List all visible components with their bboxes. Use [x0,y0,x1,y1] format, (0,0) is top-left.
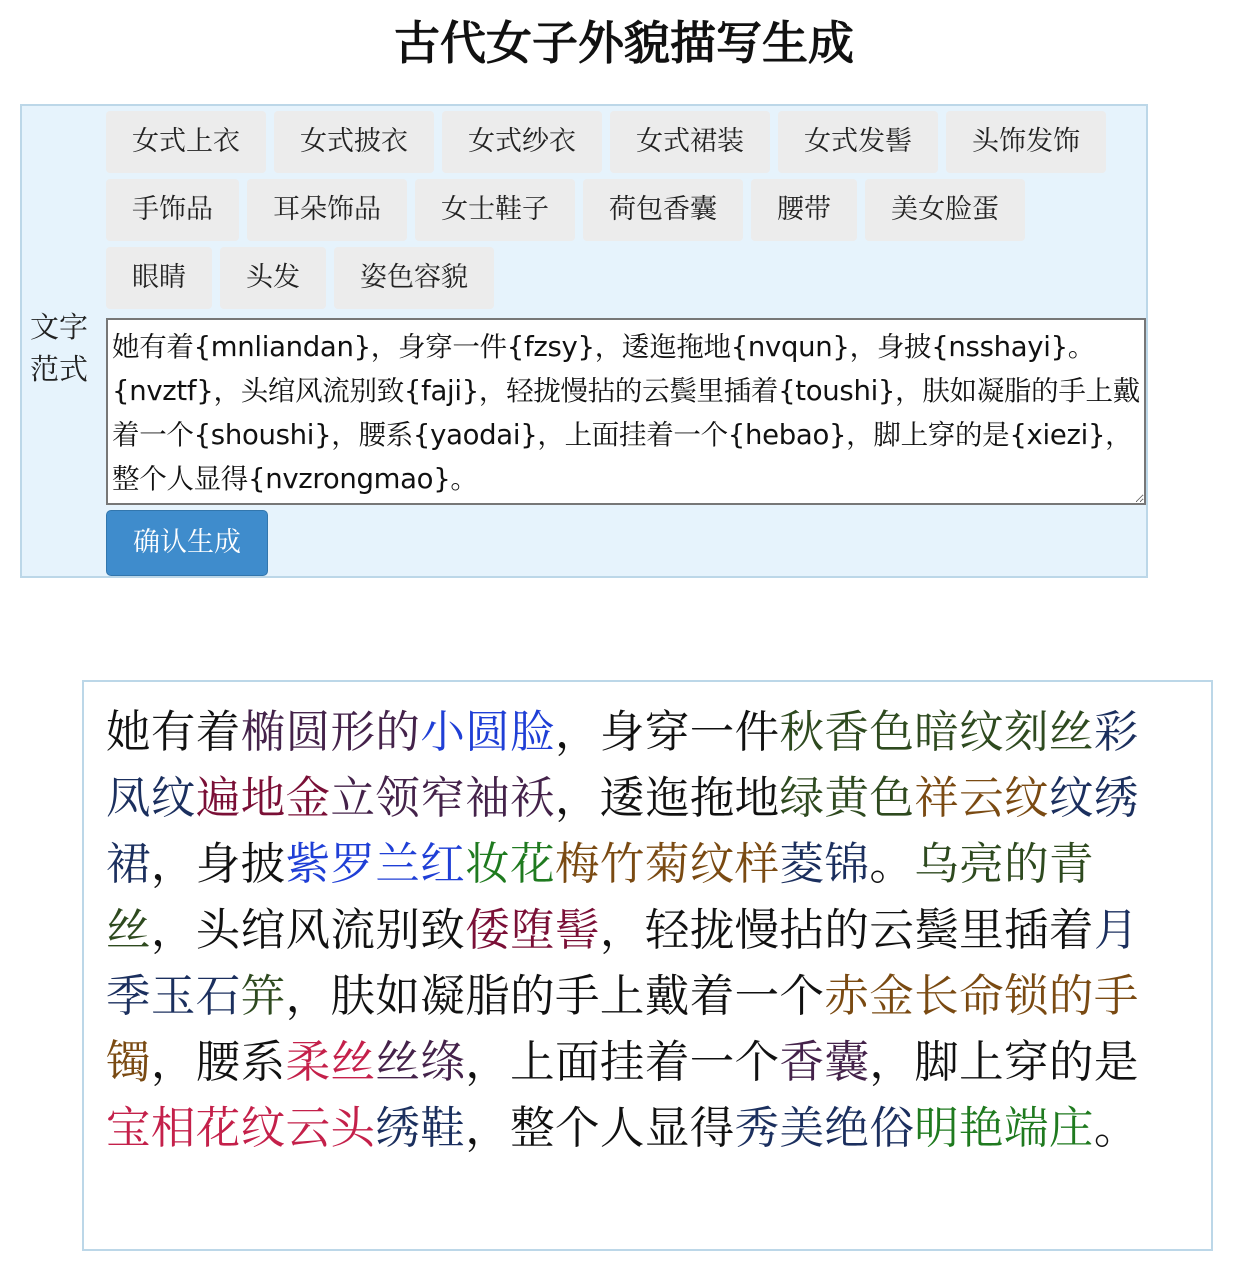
output-segment: ，轻拢慢拈的云鬓里插着 [599,905,1094,956]
output-segment: ，逶迤拖地 [555,773,780,824]
output-segment: 赤金长命锁的手镯 [106,971,1139,1088]
output-segment: 。 [1093,1103,1139,1154]
output-segment: 祥云纹 [914,773,1049,824]
button-row-1 [106,111,1106,173]
output-segment: ，头绾风流别致 [150,905,466,956]
output-segment: ，肤如凝脂的手上戴着一个 [285,971,825,1022]
output-segment: 绣鞋 [375,1103,466,1154]
output-segment: 立领窄袖袄 [330,773,556,824]
output-segment: 秋香色暗纹刻丝 [779,707,1094,758]
generated-description [106,700,1166,1162]
output-segment: 妆花 [465,839,556,890]
output-segment: 柔丝 [285,1037,376,1088]
output-segment: 香囊 [779,1037,870,1088]
input-panel [20,104,1148,578]
btn-toushi-fashi[interactable]: 头饰发饰 [946,111,1106,173]
btn-nvshi-xiezi[interactable]: 女士鞋子 [415,179,575,241]
output-segment: ，整个人显得 [465,1103,735,1154]
output-segment: ，身披 [150,839,286,890]
output-segment: 。 [869,839,915,890]
output-segment: ，脚上穿的是 [869,1037,1139,1088]
output-segment: 纹绣裙 [106,773,1139,890]
btn-yanjing[interactable]: 眼睛 [106,247,212,309]
btn-yaodai[interactable]: 腰带 [751,179,857,241]
output-segment: 梅竹菊纹样 [555,839,780,890]
page-title: 古代女子外貌描写生成 [394,16,854,70]
output-segment: 遍地金 [195,773,331,824]
btn-nvshi-faji[interactable]: 女式发髻 [778,111,938,173]
btn-erduo-shipin[interactable]: 耳朵饰品 [247,179,407,241]
output-segment: 乌亮的青丝 [106,839,1094,956]
button-row-3 [106,247,494,309]
btn-nvshi-shayi[interactable]: 女式纱衣 [442,111,602,173]
output-segment: ，上面挂着一个 [465,1037,780,1088]
output-segment: 明艳端庄 [914,1103,1094,1154]
output-segment: 绿黄色 [779,773,915,824]
output-segment: ，腰系 [150,1037,286,1088]
side-label: 文字范式 [29,310,88,386]
output-segment: 椭圆形的 [240,707,421,758]
output-panel [82,680,1213,1251]
btn-nvshi-piyi[interactable]: 女式披衣 [274,111,434,173]
btn-shoushipin[interactable]: 手饰品 [106,179,239,241]
btn-nvshi-qunzhuang[interactable]: 女式裙装 [610,111,770,173]
template-textarea[interactable] [106,318,1146,505]
output-segment: 彩凤纹 [106,707,1139,824]
output-segment: 她有着 [106,707,241,758]
button-row-2 [106,179,1025,241]
btn-meinv-liandan[interactable]: 美女脸蛋 [865,179,1025,241]
output-segment: 丝绦 [375,1037,466,1088]
btn-zise-rongmao[interactable]: 姿色容貌 [334,247,494,309]
output-segment: 宝相花纹云头 [106,1103,376,1154]
output-segment: 倭堕髻 [465,905,600,956]
output-segment: 菱锦 [779,839,870,890]
output-segment: 秀美绝俗 [734,1103,915,1154]
confirm-generate-button[interactable]: 确认生成 [106,510,268,576]
btn-hebao-xiangnang[interactable]: 荷包香囊 [583,179,743,241]
output-segment: ，身穿一件 [555,707,780,758]
output-segment: 笄 [240,971,286,1022]
btn-toufa[interactable]: 头发 [220,247,326,309]
output-segment: 月季玉石 [106,905,1139,1022]
btn-nvshi-shangyi[interactable]: 女式上衣 [106,111,266,173]
output-segment: 紫罗兰红 [285,839,466,890]
output-segment: 小圆脸 [420,707,556,758]
